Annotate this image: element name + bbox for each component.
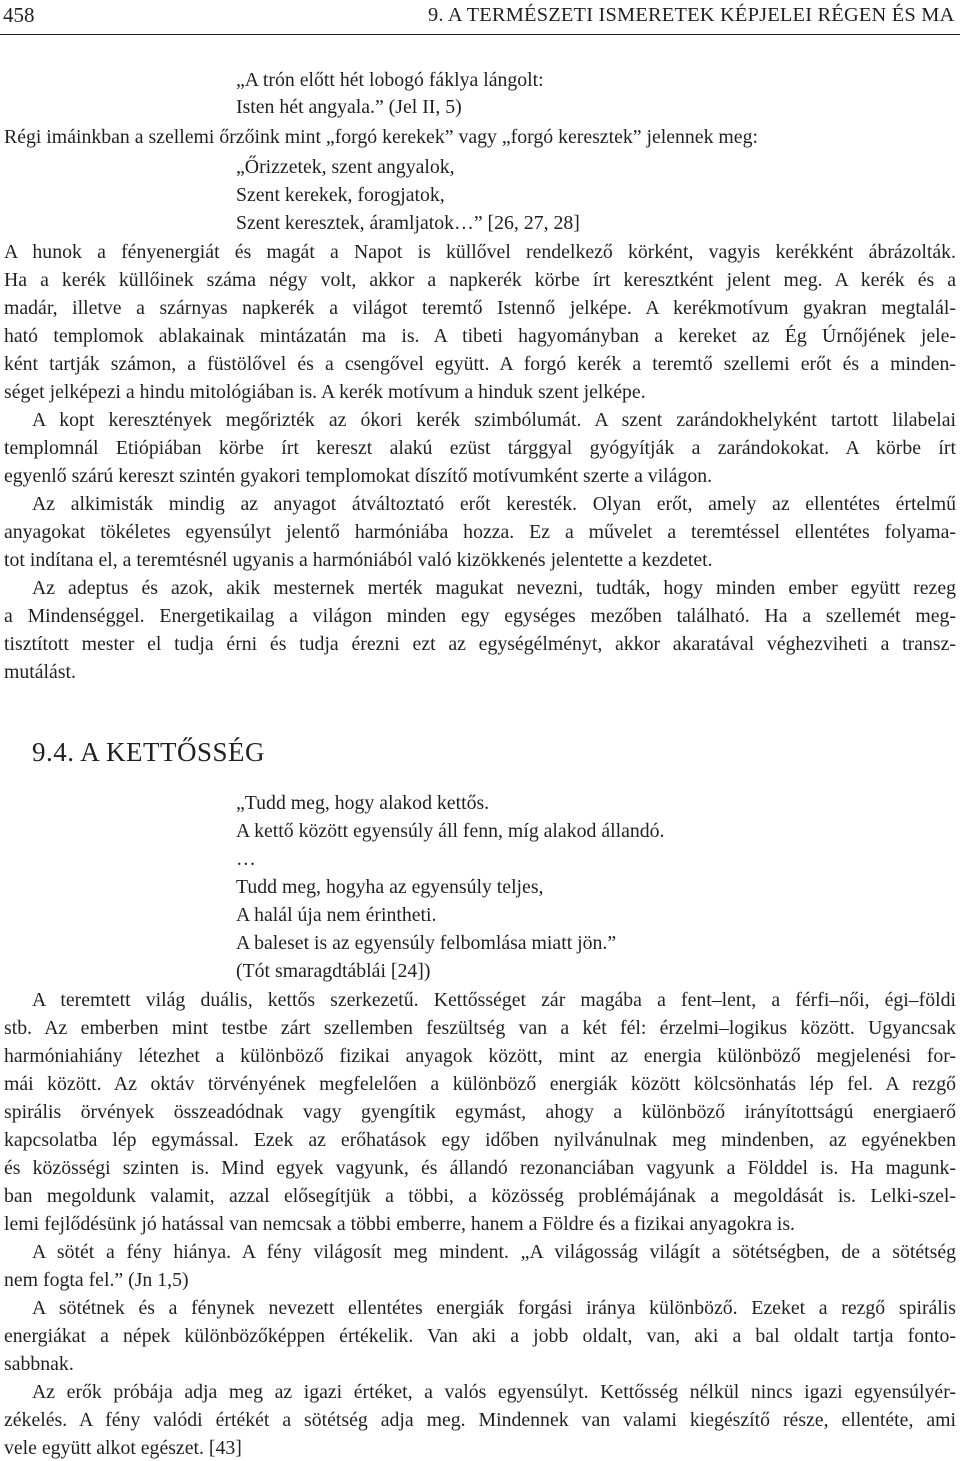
verse-line: Isten hét angyala.” (Jel II, 5) <box>236 96 462 118</box>
body-line: egyenlő szárú kereszt szintén gyakori templomokat díszítő motívumként szerte a világon. <box>4 465 713 487</box>
body-line: kapcsolatba lép egymással. Ezek az erőhatások egy időben nyilvánulnak meg mindenben, az egyénekben <box>4 1129 956 1151</box>
body-line: harmóniahiány létezhet a különböző fizikai anyagok között, mint az energia különböző megjelenési for- <box>4 1045 956 1067</box>
body-line: ható templomok ablakainak mintázatán ma is. A tibeti hagyományban a kereket az Ég Úrnőjének jele- <box>4 325 956 347</box>
verse-line: „Őrizzetek, szent angyalok, <box>236 156 455 178</box>
section-heading: 9.4. A KETTŐSSÉG <box>32 737 266 767</box>
header-rule <box>0 34 960 35</box>
body-line: mutálást. <box>4 661 76 683</box>
verse-line: A kettő között egyensúly áll fenn, míg alakod állandó. <box>236 820 665 842</box>
body-line: Régi imáinkban a szellemi őrzőink mint „forgó kerekek” vagy „forgó keresztek” jelennek meg: <box>4 126 758 148</box>
body-line: stb. Az emberben mint testbe zárt szellemben feszültség van a két fél: érzelmi–logikus között. Ugyancsak <box>4 1017 956 1039</box>
body-line: tot indítana el, a teremtésnél ugyanis a harmóniából való kizökkenés jelentette a kezdetet. <box>4 549 713 571</box>
verse-line: „A trón előtt hét lobogó fáklya lángolt: <box>236 69 544 91</box>
body-line: lemi fejlődésünk jó hatással van nemcsak a többi emberre, hanem a Földre és a fizikai anyagokra is. <box>4 1213 795 1235</box>
body-line: ként tartják számon, a füstölővel és a csengővel együtt. A forgó kerék a teremtő szellemi erőt és a minden- <box>4 353 956 375</box>
body-line: tisztított mester el tudja érni és tudja érezni ezt az egységélményt, akkor akaratával véghezviheti a transz- <box>4 633 956 655</box>
verse-line: Szent kerekek, forogjatok, <box>236 184 445 206</box>
page-number: 458 <box>3 3 35 27</box>
verse-line: „Tudd meg, hogy alakod kettős. <box>236 792 490 814</box>
verse-line: … <box>236 848 256 870</box>
verse-line: A baleset is az egyensúly felbomlása miatt jön.” <box>236 932 617 954</box>
verse-line: A halál úja nem érintheti. <box>236 904 437 926</box>
body-line: a Mindenséggel. Energetikailag a világon minden egy egységes mezőben található. Ha a szellemét meg- <box>4 605 956 627</box>
body-line: energiákat a népek különbözőképpen értékelik. Van aki a jobb oldalt, van, aki a bal oldalt tartja fonto- <box>4 1325 956 1347</box>
running-title: 9. A TERMÉSZETI ISMERETEK KÉPJELEI RÉGEN ÉS MA <box>428 4 955 26</box>
body-line: zékelés. A fény valódi értékét a sötétség adja meg. Mindennek van valami kiegészítő része, ellentéte, ami <box>4 1409 956 1431</box>
body-line: Az alkimisták mindig az anyagot átváltoztató erőt keresték. Olyan erőt, amely az ellentétes értelmű <box>32 493 956 515</box>
body-line: mái között. Az oktáv törvényének megfelelően a különböző energiák között kölcsönhatás lép fel. A rezgő <box>4 1073 956 1095</box>
body-line: nem fogta fel.” (Jn 1,5) <box>4 1269 189 1291</box>
verse-line: Szent keresztek, áramljatok…” [26, 27, 28] <box>236 212 580 234</box>
body-line: A hunok a fényenergiát és magát a Napot is küllővel rendelkező körként, vagyis kerékként ábrázolták. <box>4 241 956 263</box>
body-line: sabbnak. <box>4 1353 74 1375</box>
body-line: Az erők próbája adja meg az igazi értéket, a valós egyensúlyt. Kettősség nélkül nincs igazi egyensúlyér- <box>32 1381 956 1403</box>
body-line: Az adeptus és azok, akik mesternek merték magukat nevezni, tudták, hogy minden ember együtt rezeg <box>32 577 956 599</box>
verse-line: Tudd meg, hogyha az egyensúly teljes, <box>236 876 544 898</box>
body-line: A teremtett világ duális, kettős szerkezetű. Kettősséget zár magába a fent–lent, a férfi–női, égi–földi <box>32 989 956 1011</box>
body-line: A sötét a fény hiánya. A fény világosít meg mindent. „A világosság világít a sötétségben, de a sötétség <box>32 1241 956 1263</box>
body-line: madár, illetve a szárnyas napkerék a világot teremtő Istennő jelképe. A kerékmotívum gyakran megtalál- <box>4 297 956 319</box>
body-line: ban megoldunk valamit, azzal elősegítjük a többi, a közösség problémájának a megoldását is. Lelki-szel- <box>4 1185 956 1207</box>
body-line: vele együtt alkot egészet. [43] <box>4 1437 242 1459</box>
body-line: templomnál Etiópiában körbe írt kereszt alakú ezüst tárggyal gyógyítják a zarándokokat. A körbe írt <box>4 437 956 459</box>
body-line: A sötétnek és a fénynek nevezett ellentétes energiák forgási iránya különböző. Ezeket a rezgő spirális <box>32 1297 956 1319</box>
body-line: és közösségi szinten is. Mind egyek vagyunk, és állandó rezonanciában vagyunk a Földdel is. Ha magunk- <box>4 1157 956 1179</box>
body-line: séget jelképezi a hindu mitológiában is. A kerék motívum a hinduk szent jelképe. <box>4 381 646 403</box>
body-line: spirális örvények összeadódnak vagy gyengítik egymást, ahogy a különböző irányítottságú energiaerő <box>4 1101 956 1123</box>
body-line: A kopt keresztények megőrizték az ókori kerék szimbólumát. A szent zarándokhelyként tartott lilabelai <box>32 409 956 431</box>
body-line: anyagokat tökéletes egyensúlyt jelentő harmóniába hozza. Ez a művelet a teremtéssel ellentétes folyama- <box>4 521 956 543</box>
verse-citation: (Tót smaragdtáblái [24]) <box>236 960 431 982</box>
body-line: Ha a kerék küllőinek száma négy volt, akkor a napkerék körbe írt keresztként jelent meg. A kerék és a <box>4 269 956 291</box>
